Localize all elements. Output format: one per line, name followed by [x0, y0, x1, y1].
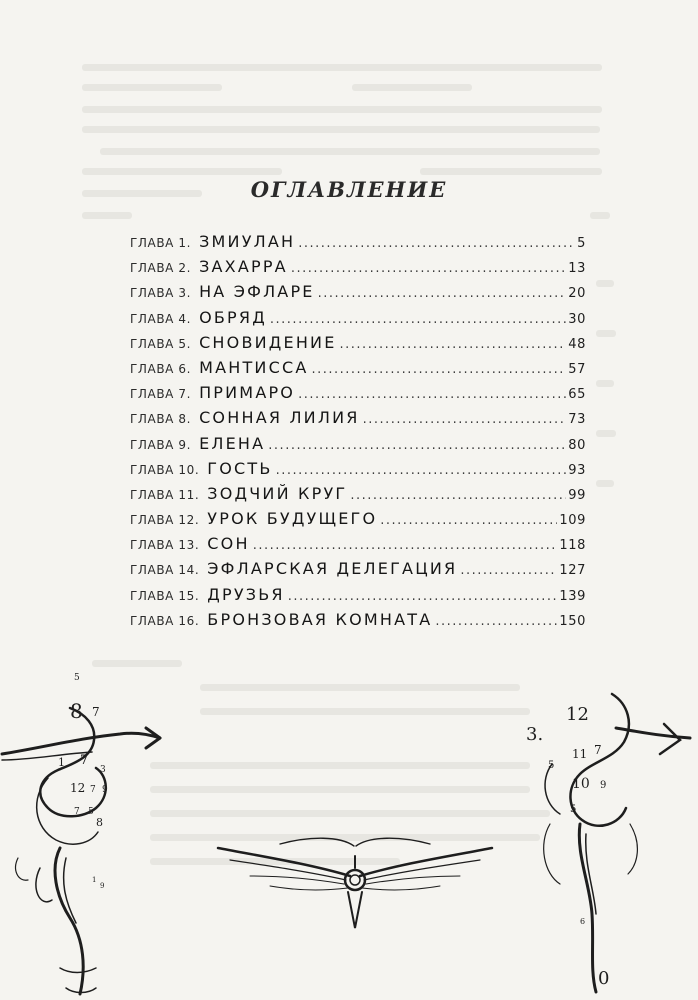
page-number: 48: [568, 336, 586, 352]
dot-leader: [350, 488, 566, 503]
chapter-number: ГЛАВА 2.: [130, 261, 192, 276]
clock-digit: 8: [96, 816, 103, 829]
chapter-number: ГЛАВА 6.: [130, 361, 192, 376]
page-number: 127: [559, 563, 586, 579]
chapter-number: ГЛАВА 5.: [130, 336, 192, 351]
toc-entry[interactable]: [130, 585, 586, 610]
chapter-title: СОННАЯ ЛИЛИЯ: [199, 408, 360, 428]
dot-leader: [253, 538, 558, 553]
toc-entry[interactable]: [130, 509, 586, 534]
chapter-number: ГЛАВА 8.: [130, 412, 192, 427]
toc-entry[interactable]: [130, 408, 586, 433]
chapter-title: МАНТИССА: [199, 357, 309, 377]
chapter-title: ПРИМАРО: [199, 383, 296, 403]
toc-entry[interactable]: [130, 358, 586, 383]
dot-leader: [270, 312, 566, 327]
dot-leader: [363, 412, 567, 427]
toc-entry[interactable]: [130, 534, 586, 559]
left-clock-ornament: [0, 668, 170, 1000]
chapter-number: ГЛАВА 14.: [130, 563, 200, 578]
clock-digit: 9: [100, 882, 105, 890]
chapter-title: НА ЭФЛАРЕ: [199, 282, 315, 302]
clock-digit: 12: [70, 781, 86, 795]
right-clock-ornament: [520, 684, 698, 1000]
page-number: 13: [568, 261, 586, 277]
table-of-contents: [130, 232, 586, 635]
chapter-number: ГЛАВА 9.: [130, 437, 192, 452]
toc-entry[interactable]: [130, 434, 586, 459]
dot-leader: [311, 362, 566, 377]
toc-entry[interactable]: [130, 610, 586, 635]
page-number: 99: [568, 487, 586, 503]
clock-digit: 5: [88, 807, 94, 817]
page-number: 65: [568, 387, 586, 403]
dot-leader: [380, 513, 557, 528]
dot-leader: [460, 563, 557, 578]
clock-digit: 3.: [526, 724, 544, 745]
clock-digit: 12: [566, 704, 589, 725]
chapter-number: ГЛАВА 10.: [130, 462, 200, 477]
page-number: 57: [568, 361, 586, 377]
toc-entry[interactable]: [130, 232, 586, 257]
chapter-title: БРОНЗОВАЯ КОМНАТА: [207, 609, 433, 629]
clock-digit: 3: [100, 765, 106, 775]
clock-digit: 1: [58, 756, 65, 769]
chapter-title: СНОВИДЕНИЕ: [199, 332, 337, 352]
page-number: 150: [559, 613, 586, 629]
dot-leader: [435, 614, 557, 629]
dot-leader: [340, 337, 567, 352]
clock-digit: 9: [600, 780, 607, 791]
dot-leader: [268, 438, 566, 453]
chapter-title: ГОСТЬ: [207, 458, 273, 478]
chapter-number: ГЛАВА 3.: [130, 286, 192, 301]
page-number: 5: [577, 236, 586, 251]
page-number: 20: [568, 286, 586, 302]
toc-entry[interactable]: [130, 559, 586, 584]
clock-digit: 7: [90, 785, 96, 795]
page-number: 118: [559, 538, 586, 554]
clock-digit: 5: [570, 804, 577, 815]
clock-digit: 7: [594, 743, 602, 757]
clock-digit: 10: [572, 776, 590, 792]
chapter-number: ГЛАВА 16.: [130, 613, 200, 628]
dot-leader: [288, 589, 558, 604]
page-number: 139: [559, 588, 586, 604]
chapter-title: ЭФЛАРСКАЯ ДЕЛЕГАЦИЯ: [207, 559, 458, 579]
toc-entry[interactable]: [130, 484, 586, 509]
chapter-title: ДРУЗЬЯ: [207, 584, 285, 604]
chapter-number: ГЛАВА 1.: [130, 236, 192, 250]
chapter-number: ГЛАВА 13.: [130, 538, 200, 553]
chapter-number: ГЛАВА 4.: [130, 311, 192, 326]
chapter-number: ГЛАВА 11.: [130, 487, 200, 502]
clock-digit: 0: [598, 968, 610, 989]
chapter-title: СОН: [207, 534, 250, 554]
toc-entry[interactable]: [130, 383, 586, 408]
clock-digit: 6: [580, 917, 586, 926]
chapter-number: ГЛАВА 7.: [130, 387, 192, 402]
clock-digit: 7: [92, 705, 100, 719]
toc-entry[interactable]: [130, 257, 586, 282]
clock-digit: 8: [70, 699, 83, 723]
chapter-title: ЗОДЧИЙ КРУГ: [207, 483, 348, 503]
chapter-title: ОБРЯД: [199, 307, 267, 327]
page-number: 109: [559, 513, 586, 529]
page-number: 73: [568, 412, 586, 428]
dot-leader: [298, 236, 575, 251]
page-number: 30: [568, 311, 586, 327]
page-number: 93: [568, 462, 586, 478]
chapter-title: ЗМИУЛАН: [199, 232, 296, 251]
clock-digit: 5: [74, 673, 80, 683]
clock-digit: 7: [80, 753, 89, 768]
chapter-number: ГЛАВА 15.: [130, 588, 200, 603]
dot-leader: [298, 387, 566, 402]
clock-digit: 11: [572, 747, 588, 761]
page-title: ОГЛАВЛЕНИЕ: [250, 177, 448, 202]
dot-leader: [276, 463, 567, 478]
page-number: 80: [568, 437, 586, 453]
chapter-title: УРОК БУДУЩЕГО: [207, 509, 378, 529]
center-floral-ornament: [210, 836, 500, 936]
toc-entry[interactable]: [130, 282, 586, 307]
chapter-title: ЕЛЕНА: [199, 433, 266, 453]
clock-digit: 5: [548, 760, 555, 771]
clock-digit: 9: [102, 785, 108, 795]
toc-entry[interactable]: [130, 333, 586, 358]
chapter-number: ГЛАВА 12.: [130, 513, 200, 528]
chapter-title: ЗАХАРРА: [199, 257, 288, 277]
toc-entry[interactable]: [130, 459, 586, 484]
clock-digit: 7: [74, 807, 80, 817]
dot-leader: [291, 261, 566, 276]
clock-digit: 1: [92, 876, 97, 884]
toc-entry[interactable]: [130, 308, 586, 333]
dot-leader: [318, 286, 567, 301]
